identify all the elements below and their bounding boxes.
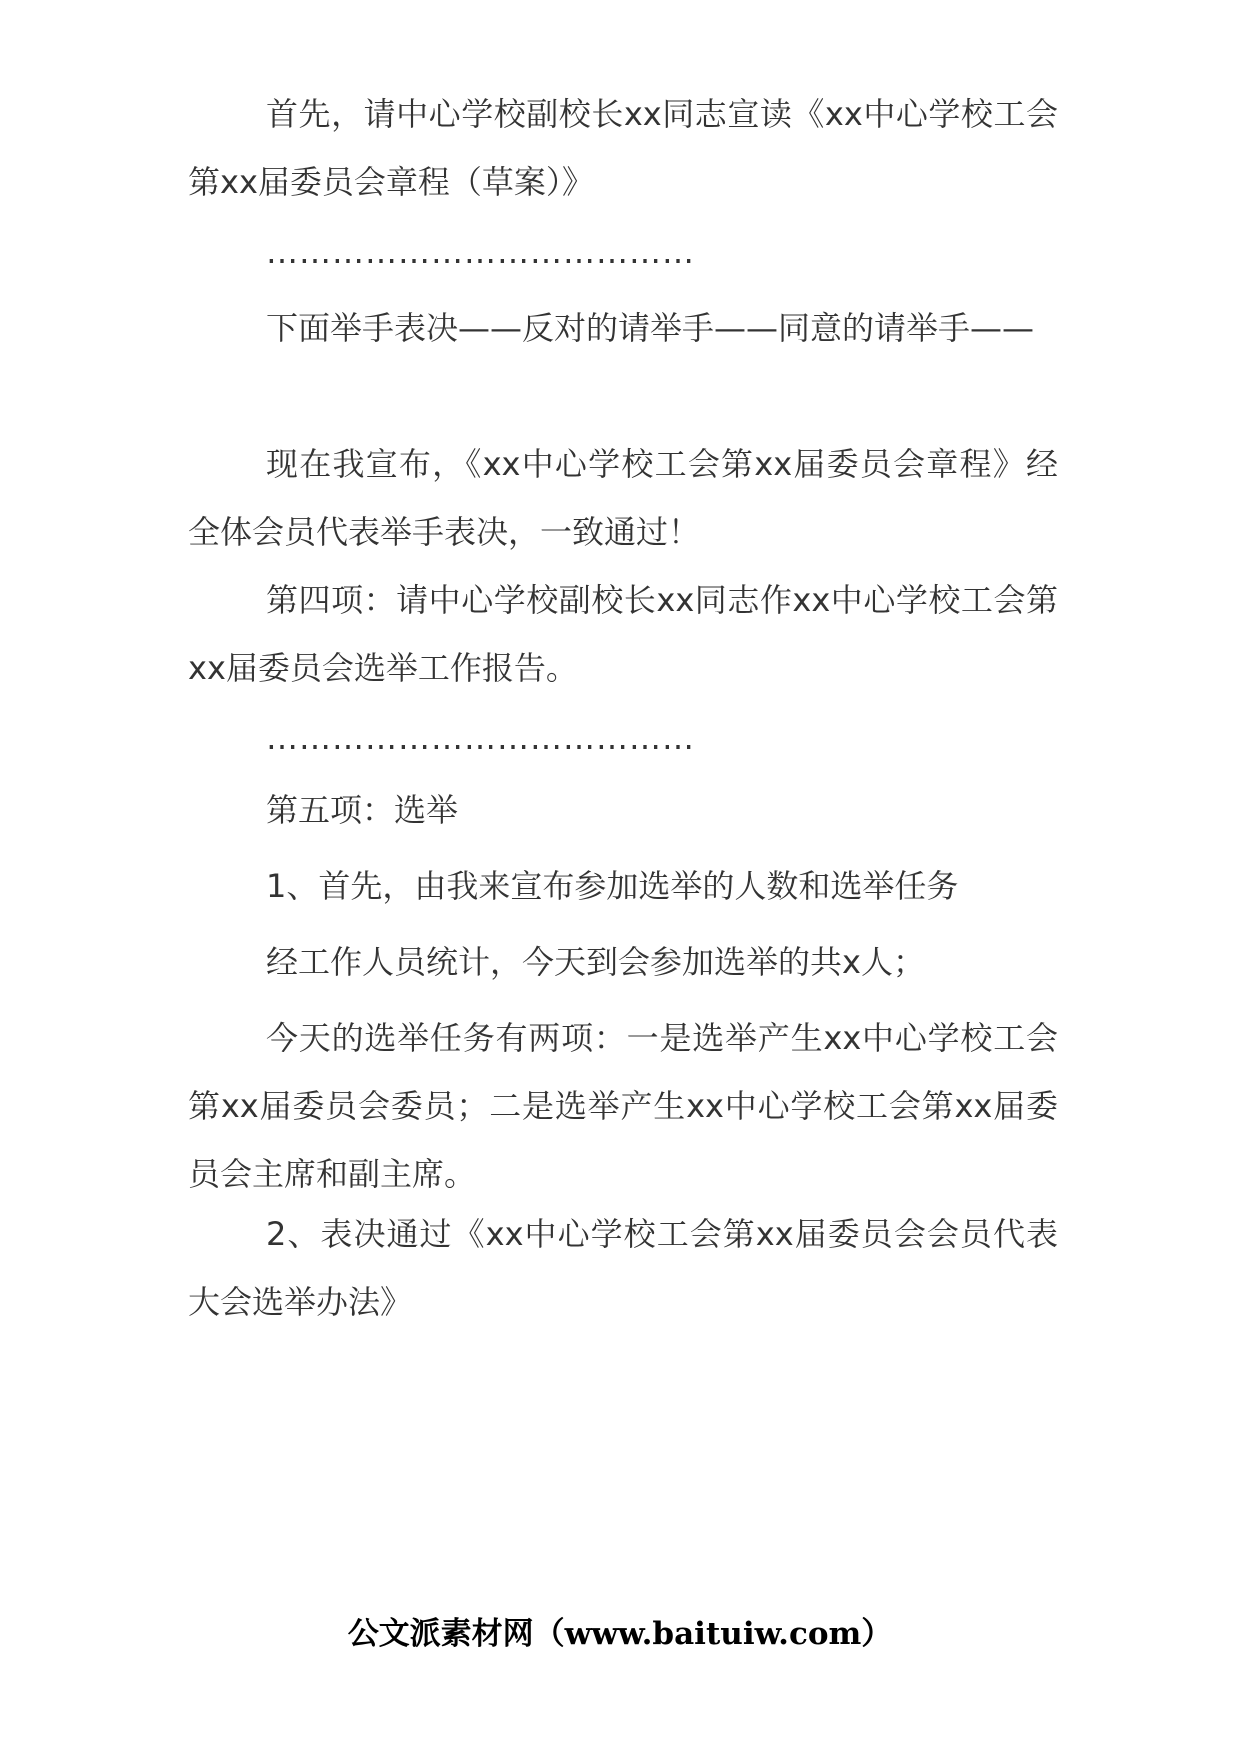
paragraph-attendance-count: 经工作人员统计，今天到会参加选举的共x人； [266,943,925,981]
paragraph-item-four-report: 第四项：请中心学校副校长xx同志作xx中心学校工会第xx届委员会选举工作报告。 [188,581,1058,687]
paragraph-item-five-election: 第五项：选举 [266,791,459,829]
footer-source-text: 公文派素材网（www.baituiw.com） [347,1616,893,1652]
paragraph-reading-charter: 首先，请中心学校副校长xx同志宣读《xx中心学校工会第xx届委员会章程（草案）》 [188,95,1058,201]
paragraph-approve-election-rules: 2、表决通过《xx中心学校工会第xx届委员会会员代表大会选举办法》 [188,1215,1058,1321]
ellipsis-separator-1: ………………………………… [266,233,695,271]
ellipsis-separator-2: ………………………………… [266,719,695,757]
paragraph-announce-numbers: 1、首先，由我来宣布参加选举的人数和选举任务 [266,867,959,905]
paragraph-charter-passed: 现在我宣布，《xx中心学校工会第xx届委员会章程》经全体会员代表举手表决，一致通过！ [188,445,1058,551]
paragraph-vote-show-hands: 下面举手表决——反对的请举手——同意的请举手—— [266,309,1035,347]
paragraph-election-tasks: 今天的选举任务有两项：一是选举产生xx中心学校工会第xx届委员会委员；二是选举产生xx中心学校工会第xx届委员会主席和副主席。 [188,1019,1058,1193]
